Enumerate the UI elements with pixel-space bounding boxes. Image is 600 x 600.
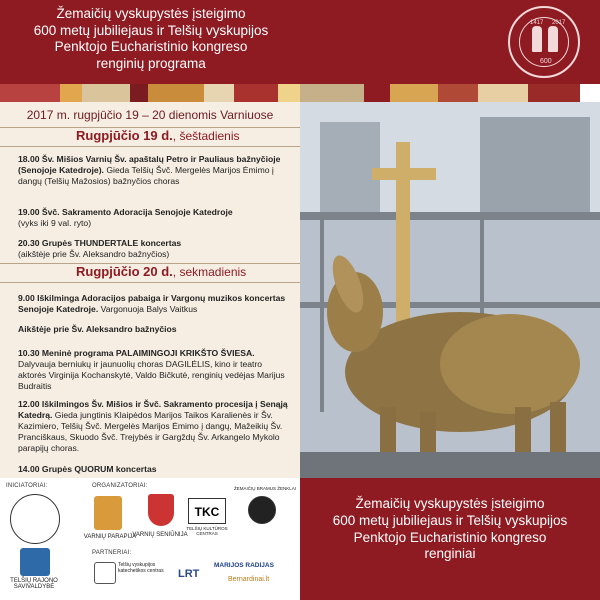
header-title-line: renginių programa xyxy=(96,55,206,71)
day1-weekday: , šeštadienis xyxy=(172,129,240,143)
divider xyxy=(0,282,300,283)
event-item xyxy=(18,293,288,315)
partner-item: Telšių vyskupijos katechetikos centras xyxy=(118,562,164,574)
event-title: 12.00 Iškilmingos Šv. Mišios ir Švč. Sakramento procesija į Senąją Katedrą. xyxy=(18,399,288,420)
event-title: 18.00 Šv. Mišios Varnių Šv. apaštalų Petro ir Pauliaus bažnyčioje (Senojoje Katedroje). xyxy=(18,154,281,175)
varniai-eldership-coat-of-arms-icon xyxy=(148,494,174,526)
org-caption: TELŠIŲ RAJONO SAVIVALDYBĖ xyxy=(10,578,58,590)
event-title: Aikštėje prie Šv. Aleksandro bažnyčios xyxy=(18,324,177,334)
saint-figure-icon xyxy=(532,26,542,52)
footer-title-line: Žemaičių vyskupystės įsteigimo xyxy=(355,496,545,511)
event-item xyxy=(18,348,288,392)
footer-title-line: Penktojo Eucharistinio kongreso xyxy=(353,529,547,545)
catechetics-centre-icon xyxy=(94,562,116,584)
event-title: 9.00 Iškilminga Adoracijos pabaiga ir Vargonų muzikos koncertas Senojoje Katedroje. xyxy=(18,293,286,314)
event-title: 10.30 Meninė programa PALAIMINGOJI KRIKŠTO ŠVIESA. xyxy=(18,348,255,358)
day2-weekday: , sekmadienis xyxy=(172,265,247,279)
event-item xyxy=(18,324,288,335)
event-detail: Vargonuoja Balys Vaitkus xyxy=(100,304,198,314)
zemaiciu-zenklai-logo xyxy=(248,496,276,524)
header-title xyxy=(0,6,302,72)
event-item xyxy=(18,207,288,229)
date-range: 2017 m. rugpjūčio 19 – 20 dienomis Varniuose xyxy=(26,108,274,122)
initiators-label: INICIATORIAI: xyxy=(6,483,48,489)
partner-item: MARIJOS RADIJAS xyxy=(214,562,274,569)
saint-figure-icon xyxy=(548,26,558,52)
event-item xyxy=(18,464,288,475)
day1-date: Rugpjūčio 19 d. xyxy=(76,128,173,143)
divider xyxy=(0,146,300,147)
program-panel xyxy=(0,102,300,478)
seal-number: 600 xyxy=(540,58,552,65)
event-item xyxy=(18,238,288,260)
event-detail: Gieda jungtinis Klaipėdos Marijos Taikos Karalienės ir Šv. Kazimiero, Telšių Švč. Mergelės Marijos Ėmimo į dangų, Mažeikių Šv. Pranciškaus, Skuodo Švč. Trejybės ir Gargždų Šv. Arkangelo Mykolo parapijų choras. xyxy=(18,410,283,453)
telsiai-coat-of-arms-icon xyxy=(20,548,50,576)
header xyxy=(0,0,600,84)
event-title: 14.00 Grupės QUORUM koncertas xyxy=(18,464,157,474)
header-title-line: Penktojo Eucharistinio kongreso xyxy=(54,39,248,54)
seal-year: 2017 xyxy=(552,20,566,26)
footer-title-line: renginiai xyxy=(424,546,476,562)
tkc-logo: TKC xyxy=(188,498,226,524)
varniai-parish-logo xyxy=(94,496,122,530)
decorative-stripe-bar xyxy=(0,84,600,102)
footer-box xyxy=(300,478,600,600)
diocese-seal-logo xyxy=(10,494,60,544)
jubilee-seal-logo xyxy=(508,6,580,78)
day2-date: Rugpjūčio 20 d. xyxy=(76,264,173,279)
seal-year: 1417 xyxy=(530,20,544,26)
footer-title xyxy=(300,496,600,563)
partners-label: PARTNERIAI: xyxy=(92,550,132,556)
zb-caption: ŽEMAIČIŲ BRAMUS ŽENKLAI xyxy=(233,486,296,491)
tkc-caption: TELŠIŲ KULTŪROS CENTRAS xyxy=(186,526,228,536)
lamb-statue-photo xyxy=(300,102,600,478)
header-title-line: 600 metų jubiliejaus ir Telšių vyskupijos xyxy=(33,22,269,38)
event-item xyxy=(18,399,288,454)
partner-item: LRT xyxy=(178,568,200,580)
event-detail: Dalyvauja berniukų ir jaunuolių choras DAGILĖLIS, kino ir teatro aktorės Virginija Kochanskytė, Valdo Bičkutė, renginių vedėjas Marijus Budraitis xyxy=(18,359,285,391)
org-caption: VARNIŲ PARAPIJA xyxy=(83,534,137,540)
event-item xyxy=(18,154,288,187)
event-title: 19.00 Švč. Sakramento Adoracija Senojoje Katedroje xyxy=(18,207,233,217)
lamb-statue-illustration xyxy=(300,102,600,478)
sponsors-section xyxy=(0,478,300,600)
day1-heading xyxy=(76,128,240,143)
footer-title-line: 600 metų jubiliejaus ir Telšių vyskupijos xyxy=(332,512,568,528)
event-detail: Gieda Telšių Švč. Mergelės Marijos Ėmimo į dangų (Telšių Mažosios) bažnyčios choras xyxy=(18,165,274,186)
event-title: 20.30 Grupės THUNDERTALE koncertas xyxy=(18,238,182,248)
event-detail: (vyks iki 9 val. ryto) xyxy=(18,218,92,228)
event-detail: (aikštėje prie Šv. Aleksandro bažnyčios) xyxy=(18,249,170,259)
organizers-label: ORGANIZATORIAI: xyxy=(92,483,148,489)
partner-item: Bernardinai.lt xyxy=(228,576,270,583)
day2-heading xyxy=(76,264,246,279)
org-caption: VARNIŲ SENIŪNIJA xyxy=(132,532,188,538)
header-title-line: Žemaičių vyskupystės įsteigimo xyxy=(56,6,246,21)
